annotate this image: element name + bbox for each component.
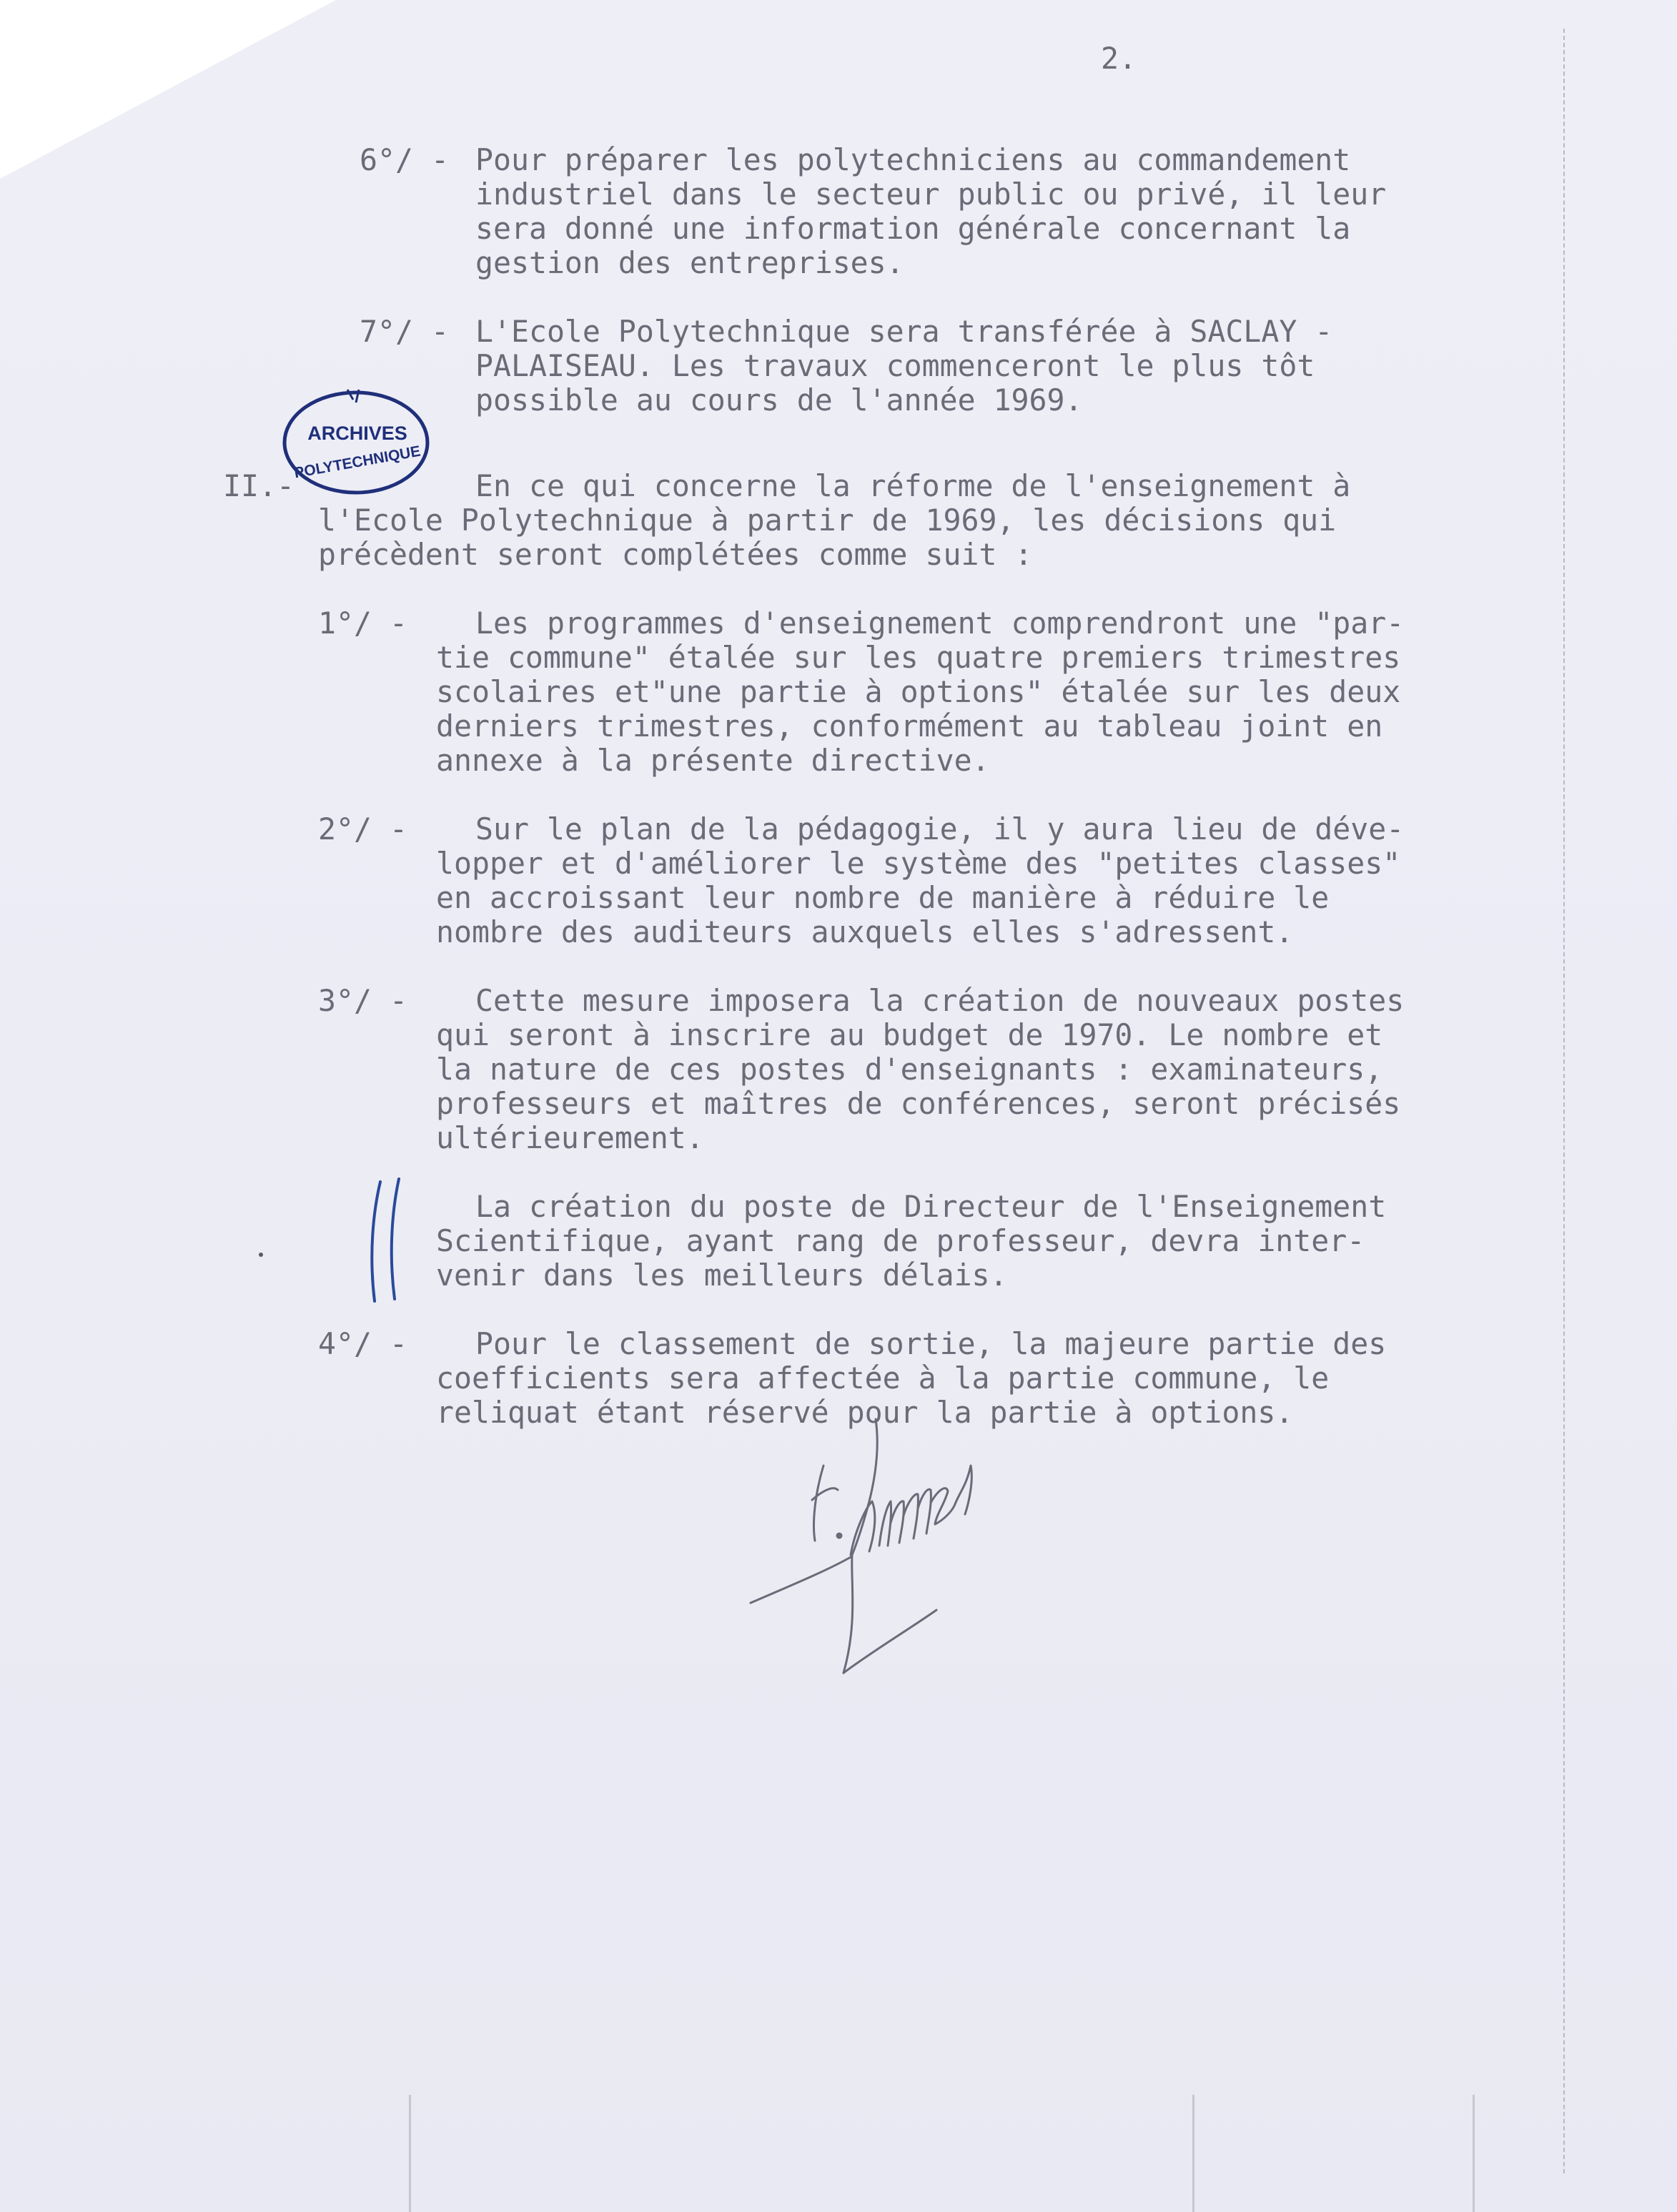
item-7-line-2: PALAISEAU. Les travaux commenceront le plus tôt bbox=[475, 348, 1315, 383]
subitem-4-label: 4°/ - bbox=[318, 1326, 407, 1361]
item-7-line-1: L'Ecole Polytechnique sera transférée à SACLAY - bbox=[475, 314, 1333, 349]
subitem-2-line-1: Sur le plan de la pédagogie, il y aura lieu de déve- bbox=[475, 811, 1405, 846]
subitem-2-line-2: lopper et d'améliorer le système des "petites classes" bbox=[436, 846, 1401, 881]
item-7-line-3: possible au cours de l'année 1969. bbox=[475, 382, 1083, 418]
item-6-line-3: sera donné une information générale concernant la bbox=[475, 211, 1351, 246]
item-6-line-1: Pour préparer les polytechniciens au commandement bbox=[475, 142, 1351, 177]
ink-dot bbox=[259, 1253, 263, 1257]
item-6-line-2: industriel dans le secteur public ou privé, il leur bbox=[475, 177, 1387, 212]
page-number: 2. bbox=[1101, 41, 1137, 76]
stamp-line-1: ARCHIVES bbox=[307, 423, 407, 444]
section-ii-line-2: l'Ecole Polytechnique à partir de 1969, les décisions qui bbox=[318, 503, 1337, 538]
margin-annotation-marks bbox=[357, 1176, 407, 1305]
handwritten-signature bbox=[743, 1416, 1015, 1687]
subitem-3-line-4: professeurs et maîtres de conférences, seront précisés bbox=[436, 1086, 1401, 1121]
section-ii-line-1: En ce qui concerne la réforme de l'enseignement à bbox=[475, 468, 1351, 503]
subitem-4-line-1: Pour le classement de sortie, la majeure partie des bbox=[475, 1326, 1387, 1361]
section-ii-label: II.- bbox=[223, 468, 295, 503]
subitem-3-label: 3°/ - bbox=[318, 983, 407, 1018]
subitem-4-line-3: reliquat étant réservé pour la partie à options. bbox=[436, 1395, 1294, 1430]
subitem-1-line-1: Les programmes d'enseignement comprendront une "par- bbox=[475, 606, 1405, 641]
bottom-edge-mark bbox=[409, 2095, 411, 2212]
subitem-3b-line-3: venir dans les meilleurs délais. bbox=[436, 1258, 1008, 1293]
archives-stamp bbox=[277, 382, 435, 500]
item-6-label: 6°/ - bbox=[360, 142, 449, 177]
subitem-2-line-3: en accroissant leur nombre de manière à réduire le bbox=[436, 880, 1330, 915]
subitem-3-line-5: ultérieurement. bbox=[436, 1120, 704, 1155]
subitem-1-line-4: derniers trimestres, conformément au tableau joint en bbox=[436, 708, 1383, 744]
subitem-3b-line-2: Scientifique, ayant rang de professeur, devra inter- bbox=[436, 1223, 1365, 1258]
subitem-1-label: 1°/ - bbox=[318, 606, 407, 641]
subitem-3-line-2: qui seront à inscrire au budget de 1970. Le nombre et bbox=[436, 1017, 1383, 1052]
subitem-1-line-2: tie commune" étalée sur les quatre premiers trimestres bbox=[436, 640, 1401, 675]
page-corner bbox=[0, 0, 336, 179]
subitem-4-line-2: coefficients sera affectée à la partie commune, le bbox=[436, 1361, 1330, 1396]
section-ii-line-3: précèdent seront complétées comme suit : bbox=[318, 537, 1033, 572]
subitem-1-line-5: annexe à la présente directive. bbox=[436, 743, 990, 778]
subitem-2-line-4: nombre des auditeurs auxquels elles s'adressent. bbox=[436, 914, 1294, 949]
subitem-3-line-1: Cette mesure imposera la création de nouveaux postes bbox=[475, 983, 1405, 1018]
subitem-2-label: 2°/ - bbox=[318, 811, 407, 846]
binding-fold-line bbox=[1563, 29, 1565, 2173]
bottom-edge-mark bbox=[1192, 2095, 1194, 2212]
item-6-line-4: gestion des entreprises. bbox=[475, 245, 904, 280]
stamp-line-2: POLYTECHNIQUE bbox=[292, 443, 422, 482]
subitem-3b-line-1: La création du poste de Directeur de l'Enseignement bbox=[475, 1189, 1387, 1224]
item-7-label: 7°/ - bbox=[360, 314, 449, 349]
subitem-3-line-3: la nature de ces postes d'enseignants : examinateurs, bbox=[436, 1052, 1383, 1087]
subitem-1-line-3: scolaires et"une partie à options" étalée sur les deux bbox=[436, 674, 1401, 709]
bottom-edge-mark bbox=[1473, 2095, 1475, 2212]
